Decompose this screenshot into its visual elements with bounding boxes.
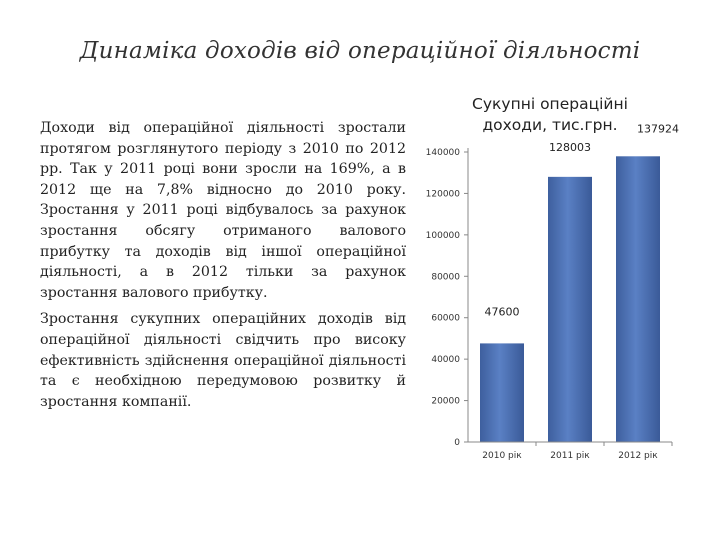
y-tick-label: 20000 [431,396,460,407]
bar [480,343,524,442]
y-tick-label: 80000 [431,272,460,283]
bar [548,177,592,442]
x-tick-label: 2010 рік [482,451,522,461]
data-label: 47600 [484,305,520,319]
chart-title: Сукупні операційні доходи, тис.грн. [472,95,628,134]
data-label: 137924 [637,122,679,136]
y-axis [426,148,468,448]
x-axis [468,442,672,461]
bar [616,156,660,442]
paragraph-conclusion: Зростання сукупних операційних доходів від операційної діяльності свідчить про високу ефективність здійснення операційної діяльності та є необхідною передумовою розвитку й зростання компанії. [40,311,406,410]
y-tick-label: 100000 [425,230,460,241]
body-text [40,118,406,418]
x-tick-label: 2012 рік [618,451,658,461]
y-tick-label: 60000 [431,313,460,324]
bars [480,156,660,442]
x-tick-label: 2011 рік [550,451,590,461]
revenue-bar-chart [410,122,680,470]
data-label: 128003 [549,140,591,154]
slide-title: Динаміка доходів від операційної діяльності [79,38,641,64]
y-tick-label: 140000 [425,148,460,158]
y-tick-label: 120000 [425,189,460,200]
y-tick-label: 0 [454,438,460,448]
paragraph-growth: Доходи від операційної діяльності зростали протягом розглянутого періоду з 2010 по 2012 рр. Так у 2011 році вони зросли на 169%, а в 2012 ще на 7,8% відносно до 2010 року. Зростання у 2011 році відбувалось за рахунок зростання обсягу отриманого валового прибутку та доходів від іншої операційної діяльності, а в 2012 тільки за рахунок зростання валового прибутку. [40,120,406,301]
y-tick-label: 40000 [431,355,460,366]
